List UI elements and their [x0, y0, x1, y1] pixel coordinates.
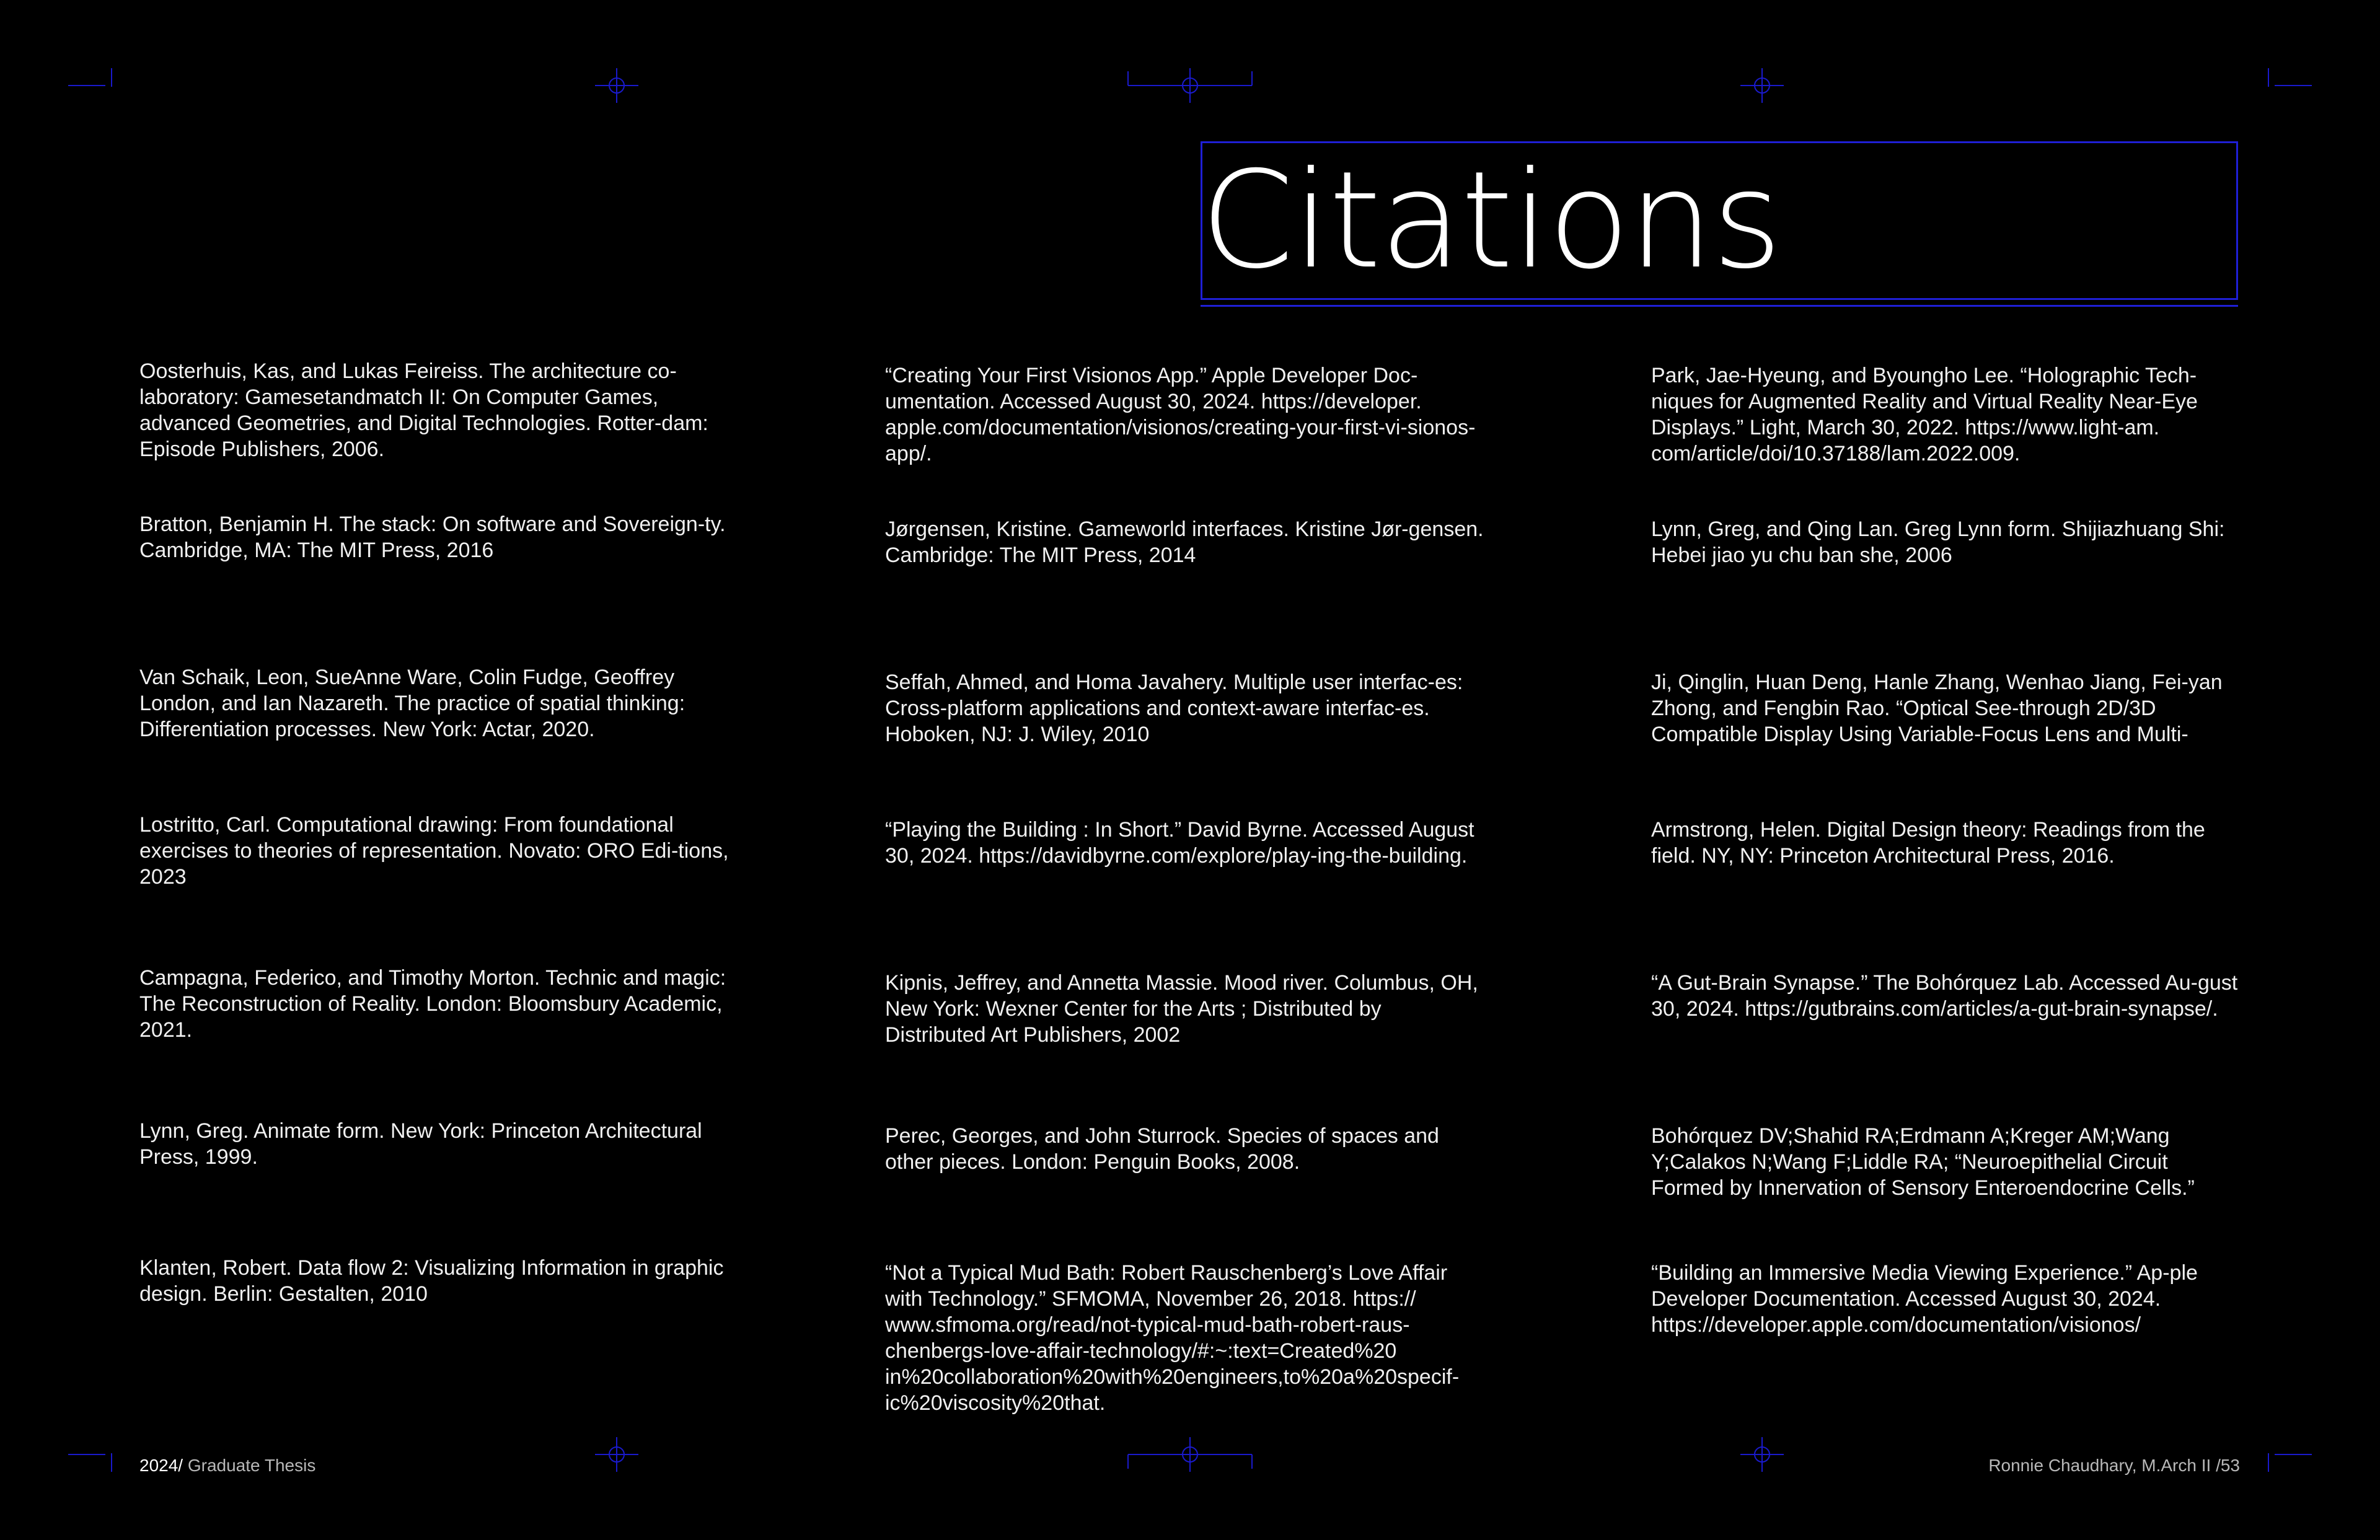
citation-kipnis: Kipnis, Jeffrey, and Annetta Massie. Mood river. Columbus, OH, New York: Wexner Center for the Arts ; Distributed by Distributed Art Publishers, 2002: [885, 971, 1478, 1047]
citation-bratton: Bratton, Benjamin H. The stack: On software and Sovereign-ty. Cambridge, MA: The MIT Press, 2016: [139, 513, 726, 562]
citation-sfmoma: “Not a Typical Mud Bath: Robert Rauschenberg’s Love Affair with Technology.” SFMOMA, November 26, 2018. https:// www.sfmoma.org/read/not-typical-mud-bath-robert-raus-chenbergs-love-affair-technology/#:~:text=Created%20 in%20collaboration%20with%20engineers,to%20a%20specif-ic%20viscosity%20that.: [885, 1261, 1460, 1415]
citation-campagna: Campagna, Federico, and Timothy Morton. Technic and magic: The Reconstruction of Reality. London: Bloomsbury Academic, 2021.: [139, 966, 726, 1042]
citation-ji: Ji, Qinglin, Huan Deng, Hanle Zhang, Wenhao Jiang, Fei-yan Zhong, and Fengbin Rao. “Optical See-through 2D/3D Compatible Display Using Variable-Focus Lens and Multi-: [1651, 671, 2223, 746]
citation-lynn-animate: Lynn, Greg. Animate form. New York: Princeton Architectural Press, 1999.: [139, 1119, 702, 1169]
citation-jorgensen: Jørgensen, Kristine. Gameworld interfaces. Kristine Jør-gensen. Cambridge: The MIT Press, 2014: [885, 517, 1484, 567]
title-underline: [1201, 305, 2238, 307]
citation-klanten: Klanten, Robert. Data flow 2: Visualizing Information in graphic design. Berlin: Gestalten, 2010: [139, 1256, 724, 1306]
footer-left: [139, 1455, 315, 1476]
citation-perec: Perec, Georges, and John Sturrock. Species of spaces and other pieces. London: Penguin Books, 2008.: [885, 1124, 1439, 1174]
citation-immersive-media: “Building an Immersive Media Viewing Experience.” Ap-ple Developer Documentation. Accessed August 30, 2024. https://developer.apple.com/documentation/visionos/: [1651, 1261, 2198, 1337]
citation-oosterhuis: Oosterhuis, Kas, and Lukas Feireiss. The architecture co-laboratory: Gamesetandmatch II: On Computer Games, advanced Geometries, and Digital Technologies. Rotter-dam: Episode Publishers, 2006.: [139, 359, 708, 461]
citation-gut-brain: “A Gut-Brain Synapse.” The Bohórquez Lab. Accessed Au-gust 30, 2024. https://gutbrains.com/articles/a-gut-brain-synapse/.: [1651, 971, 2238, 1021]
citation-lynn-lan: Lynn, Greg, and Qing Lan. Greg Lynn form. Shijiazhuang Shi: Hebei jiao yu chu ban she, 2006: [1651, 517, 2225, 567]
page-title: Citations: [1201, 143, 1781, 298]
citation-park: Park, Jae-Hyeung, and Byoungho Lee. “Holographic Tech-niques for Augmented Reality and Virtual Reality Near-Eye Displays.” Light, March 30, 2022. https://www.light-am. com/article/doi/10.37188/lam.2022.009.: [1651, 364, 2198, 465]
citation-van-schaik: Van Schaik, Leon, SueAnne Ware, Colin Fudge, Geoffrey London, and Ian Nazareth. The practice of spatial thinking: Differentiation processes. New York: Actar, 2020.: [139, 666, 685, 741]
citation-seffah: Seffah, Ahmed, and Homa Javahery. Multiple user interfac-es: Cross-platform applications and context-aware interfac-es. Hoboken, NJ: J. Wiley, 2010: [885, 671, 1463, 746]
footer-thesis-label: Graduate Thesis: [183, 1456, 316, 1475]
citation-armstrong: Armstrong, Helen. Digital Design theory: Readings from the field. NY, NY: Princeton Architectural Press, 2016.: [1651, 818, 2205, 868]
citation-bohorquez: Bohórquez DV;Shahid RA;Erdmann A;Kreger AM;Wang Y;Calakos N;Wang F;Liddle RA; “Neuroepithelial Circuit Formed by Innervation of Sensory Enteroendocrine Cells.”: [1651, 1124, 2195, 1200]
citation-visionos-app: “Creating Your First Visionos App.” Apple Developer Doc-umentation. Accessed August 30, 2024. https://developer. apple.com/documentation/visionos/creating-your-first-vi-sionos-app/.: [885, 364, 1476, 465]
footer-year: 2024/: [139, 1456, 183, 1475]
footer-page-info: Ronnie Chaudhary, M.Arch II /53: [1988, 1456, 2240, 1475]
citation-byrne: “Playing the Building : In Short.” David Byrne. Accessed August 30, 2024. https://davidbyrne.com/explore/play-ing-the-building.: [885, 818, 1474, 868]
citation-lostritto: Lostritto, Carl. Computational drawing: From foundational exercises to theories of representation. Novato: ORO Edi-tions, 2023: [139, 813, 729, 889]
